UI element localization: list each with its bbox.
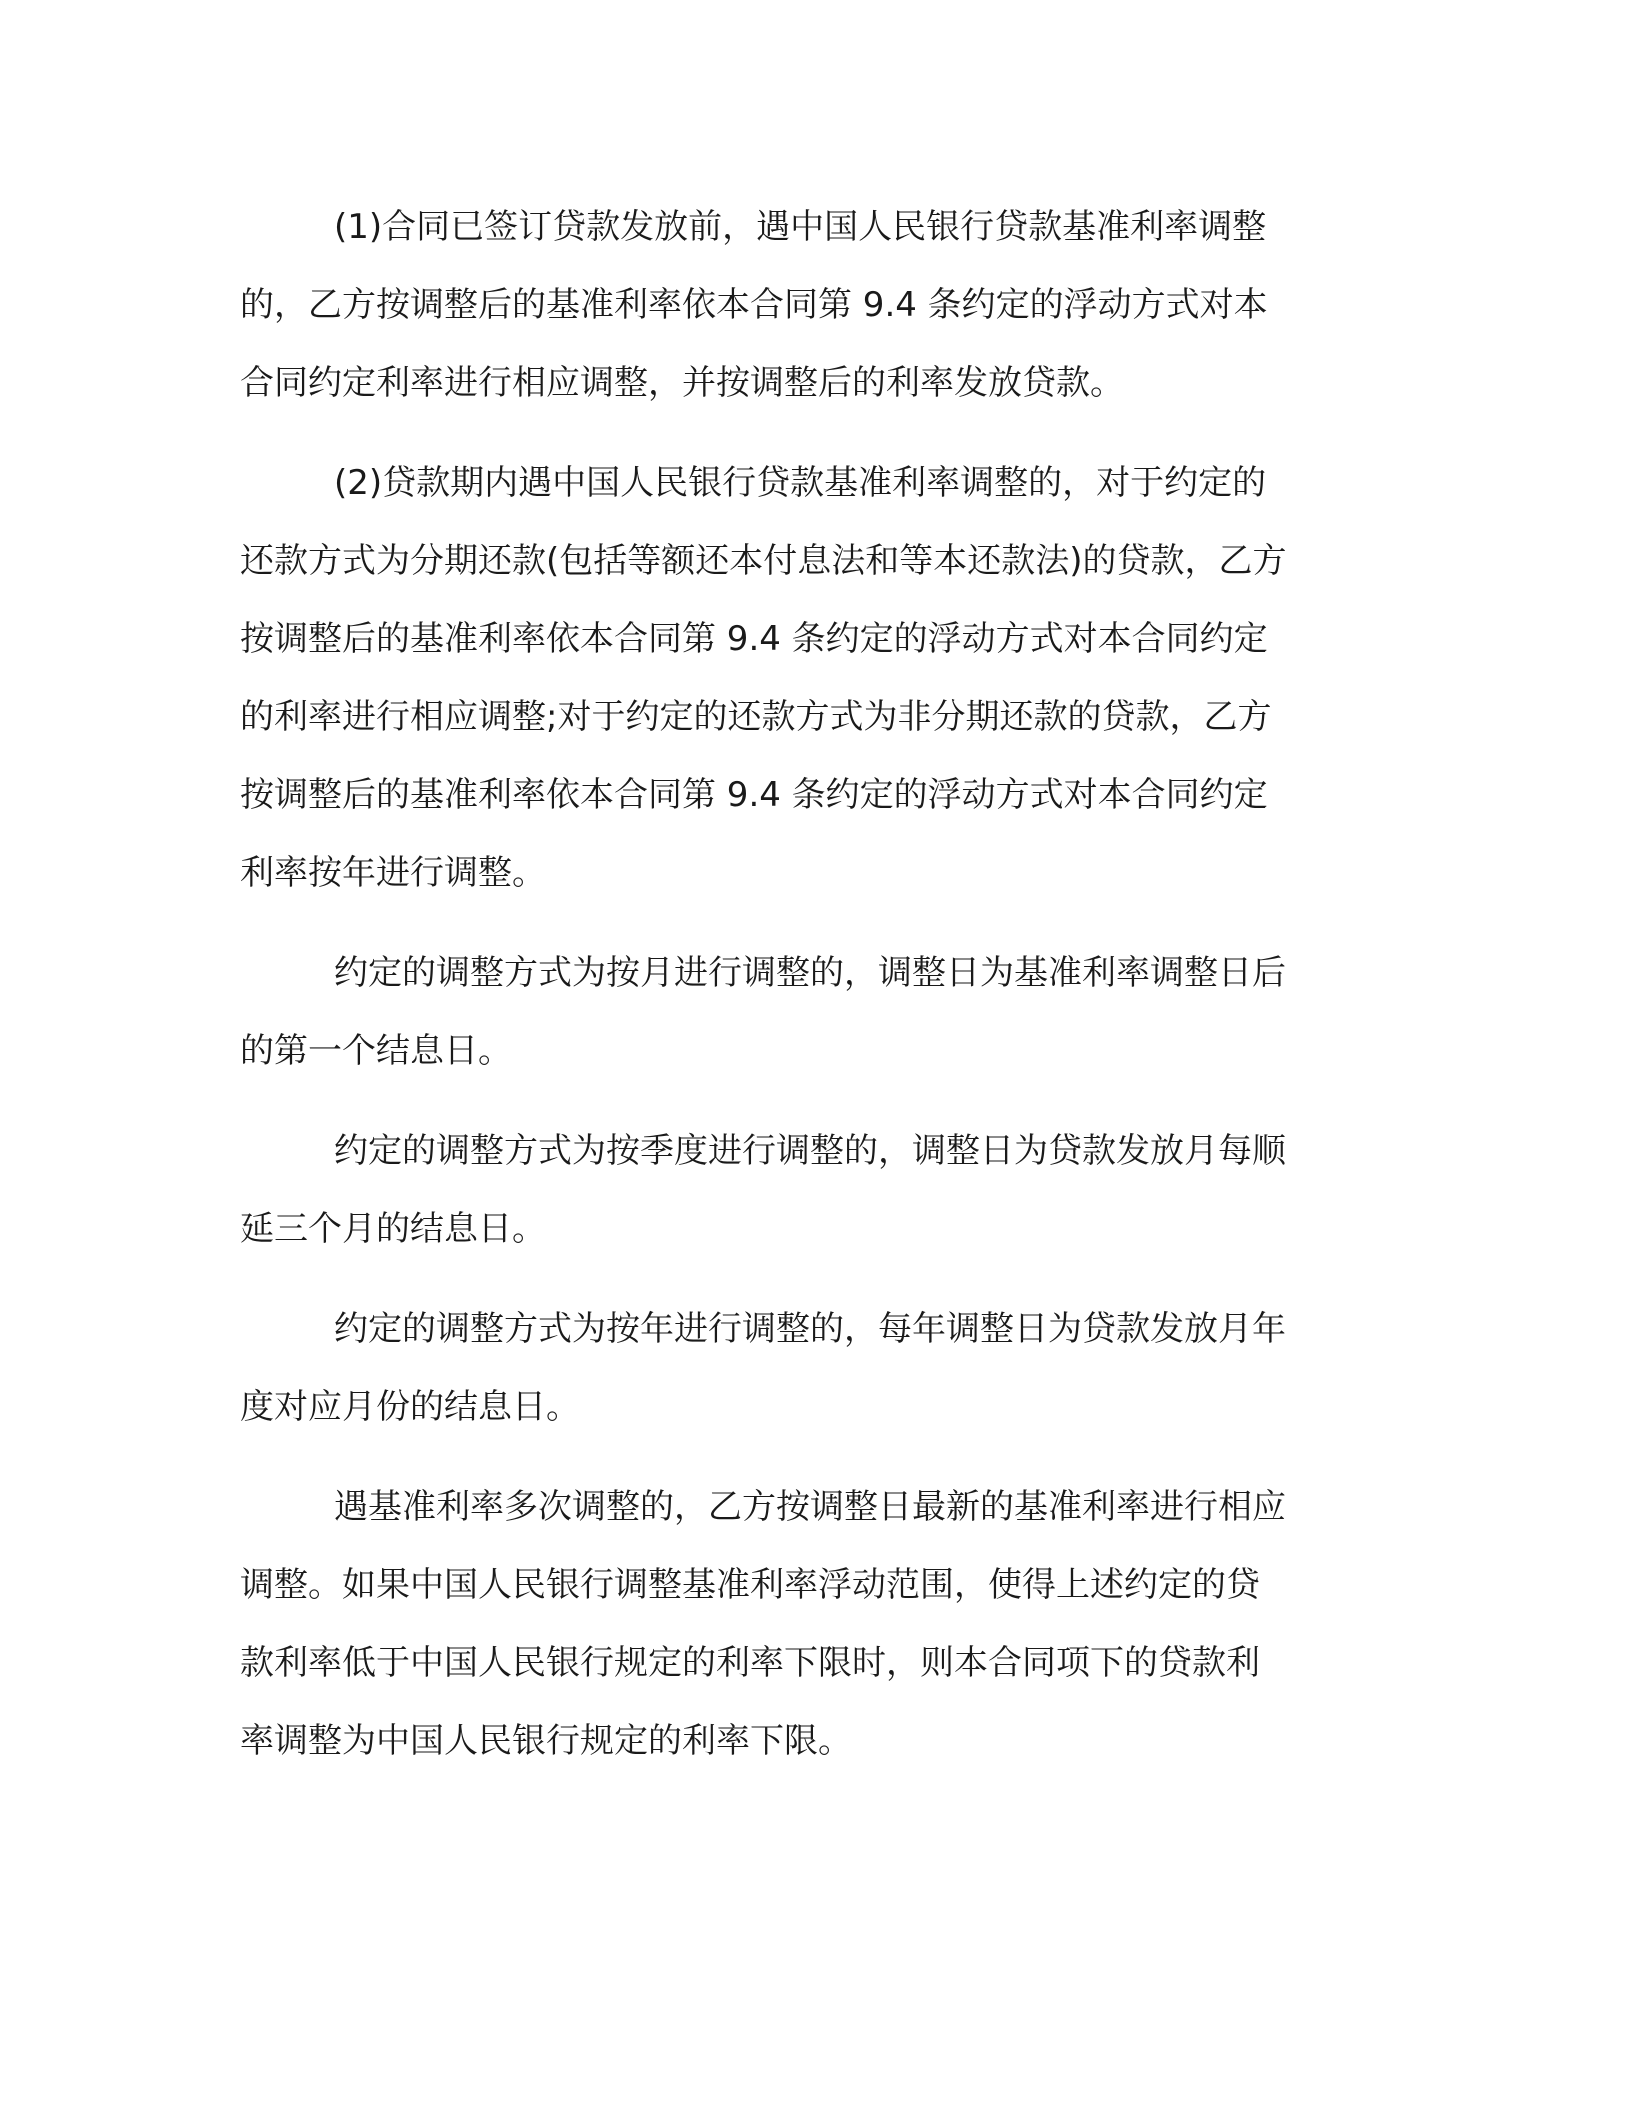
paragraph-line: 约定的调整方式为按月进行调整的，调整日为基准利率调整日后 <box>334 953 1286 993</box>
paragraph-line: 利率按年进行调整。 <box>240 853 546 893</box>
paragraph-5 <box>240 1290 1380 1446</box>
document-body <box>240 188 1380 1780</box>
paragraph-4 <box>240 1112 1380 1268</box>
paragraph-line: 的，乙方按调整后的基准利率依本合同第 9.4 条约定的浮动方式对本 <box>240 285 1268 325</box>
paragraph-line: 按调整后的基准利率依本合同第 9.4 条约定的浮动方式对本合同约定 <box>240 619 1268 659</box>
paragraph-line: (2)贷款期内遇中国人民银行贷款基准利率调整的，对于约定的 <box>334 463 1267 503</box>
paragraph-line: 还款方式为分期还款(包括等额还本付息法和等本还款法)的贷款，乙方 <box>240 541 1287 581</box>
paragraph-line: 的利率进行相应调整;对于约定的还款方式为非分期还款的贷款，乙方 <box>240 697 1272 737</box>
paragraph-line: 款利率低于中国人民银行规定的利率下限时，则本合同项下的贷款利 <box>240 1643 1260 1683</box>
paragraph-line: 合同约定利率进行相应调整，并按调整后的利率发放贷款。 <box>240 363 1124 403</box>
paragraph-line: (1)合同已签订贷款发放前，遇中国人民银行贷款基准利率调整 <box>334 207 1267 247</box>
paragraph-line: 遇基准利率多次调整的，乙方按调整日最新的基准利率进行相应 <box>334 1487 1286 1527</box>
paragraph-line: 度对应月份的结息日。 <box>240 1387 580 1427</box>
paragraph-line: 率调整为中国人民银行规定的利率下限。 <box>240 1721 852 1761</box>
paragraph-line: 按调整后的基准利率依本合同第 9.4 条约定的浮动方式对本合同约定 <box>240 775 1268 815</box>
paragraph-1 <box>240 188 1380 422</box>
paragraph-line: 延三个月的结息日。 <box>240 1209 546 1249</box>
paragraph-3 <box>240 934 1380 1090</box>
paragraph-line: 约定的调整方式为按季度进行调整的，调整日为贷款发放月每顺 <box>334 1131 1286 1171</box>
paragraph-line: 约定的调整方式为按年进行调整的，每年调整日为贷款发放月年 <box>334 1309 1286 1349</box>
paragraph-line: 调整。如果中国人民银行调整基准利率浮动范围，使得上述约定的贷 <box>240 1565 1260 1605</box>
paragraph-2 <box>240 444 1380 912</box>
paragraph-line: 的第一个结息日。 <box>240 1031 512 1071</box>
paragraph-6 <box>240 1468 1380 1780</box>
